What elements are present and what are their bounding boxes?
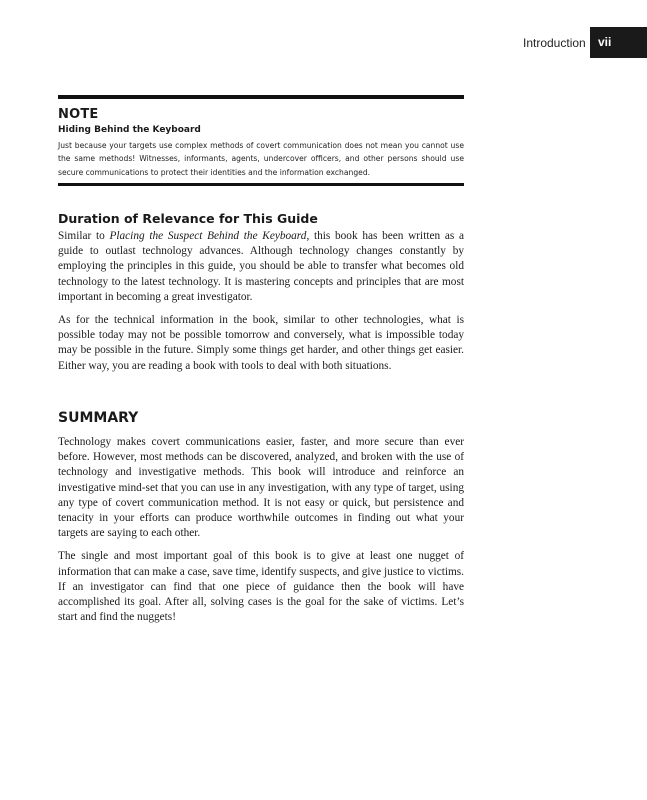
summary-heading: SUMMARY	[58, 410, 139, 426]
duration-section	[58, 211, 464, 382]
note-title: NOTE	[58, 107, 99, 122]
duration-p1-before: Similar to	[58, 230, 110, 242]
duration-heading: Duration of Relevance for This Guide	[58, 211, 318, 226]
summary-paragraph-1: Technology makes covert communications easier, faster, and more secure than ever before. However, most methods can be discovered, analyzed, and broken with the use of technology and investigative methods. This book will introduce and reinforce an investigative mind-set that you can use in any investigation, with any type of target, using any type of covert communication method. It is not easy or quick, but persistence and tenacity in your efforts can produce worthwhile outcomes in finding out what your targets are saying to each other.	[58, 436, 464, 540]
page-number-box	[590, 27, 647, 58]
running-header-section: Introduction	[523, 36, 586, 50]
duration-paragraph-1	[58, 229, 464, 305]
summary-paragraph-2: The single and most important goal of this book is to give at least one nugget of information that can make a case, save time, identify suspects, and give justice to victims. If an investigator can find that one piece of guidance then the book will have accomplished its goal. After all, solving cases is the goal for the sake of victims. Let’s start and find the nuggets!	[58, 550, 464, 624]
summary-section	[58, 409, 464, 633]
page-number: vii	[598, 35, 612, 49]
duration-p1-after: , this book has been written as a guide to outlast technology advances. Although technology changes constantly by employing the principles in this guide, you should be able to transfer what becomes old technology to the latest technology. It is mastering concepts and principles that are most important in becoming a great investigator.	[58, 230, 464, 303]
note-body: Just because your targets use complex methods of covert communication does not mean you cannot use the same methods! Witnesses, informants, agents, undercover officers, and other persons should use secure communications to protect their identities and the information exchanged.	[58, 141, 464, 177]
duration-paragraph-2: As for the technical information in the book, similar to other technologies, what is possible today may not be possible tomorrow and conversely, what is impossible today may be possible in the future. Simply some things get harder, and other things get easier. Either way, you are reading a book with tools to deal with both situations.	[58, 314, 464, 372]
note-box	[58, 95, 464, 186]
note-subtitle: Hiding Behind the Keyboard	[58, 125, 201, 135]
book-title-reference: Placing the Suspect Behind the Keyboard	[109, 230, 307, 242]
